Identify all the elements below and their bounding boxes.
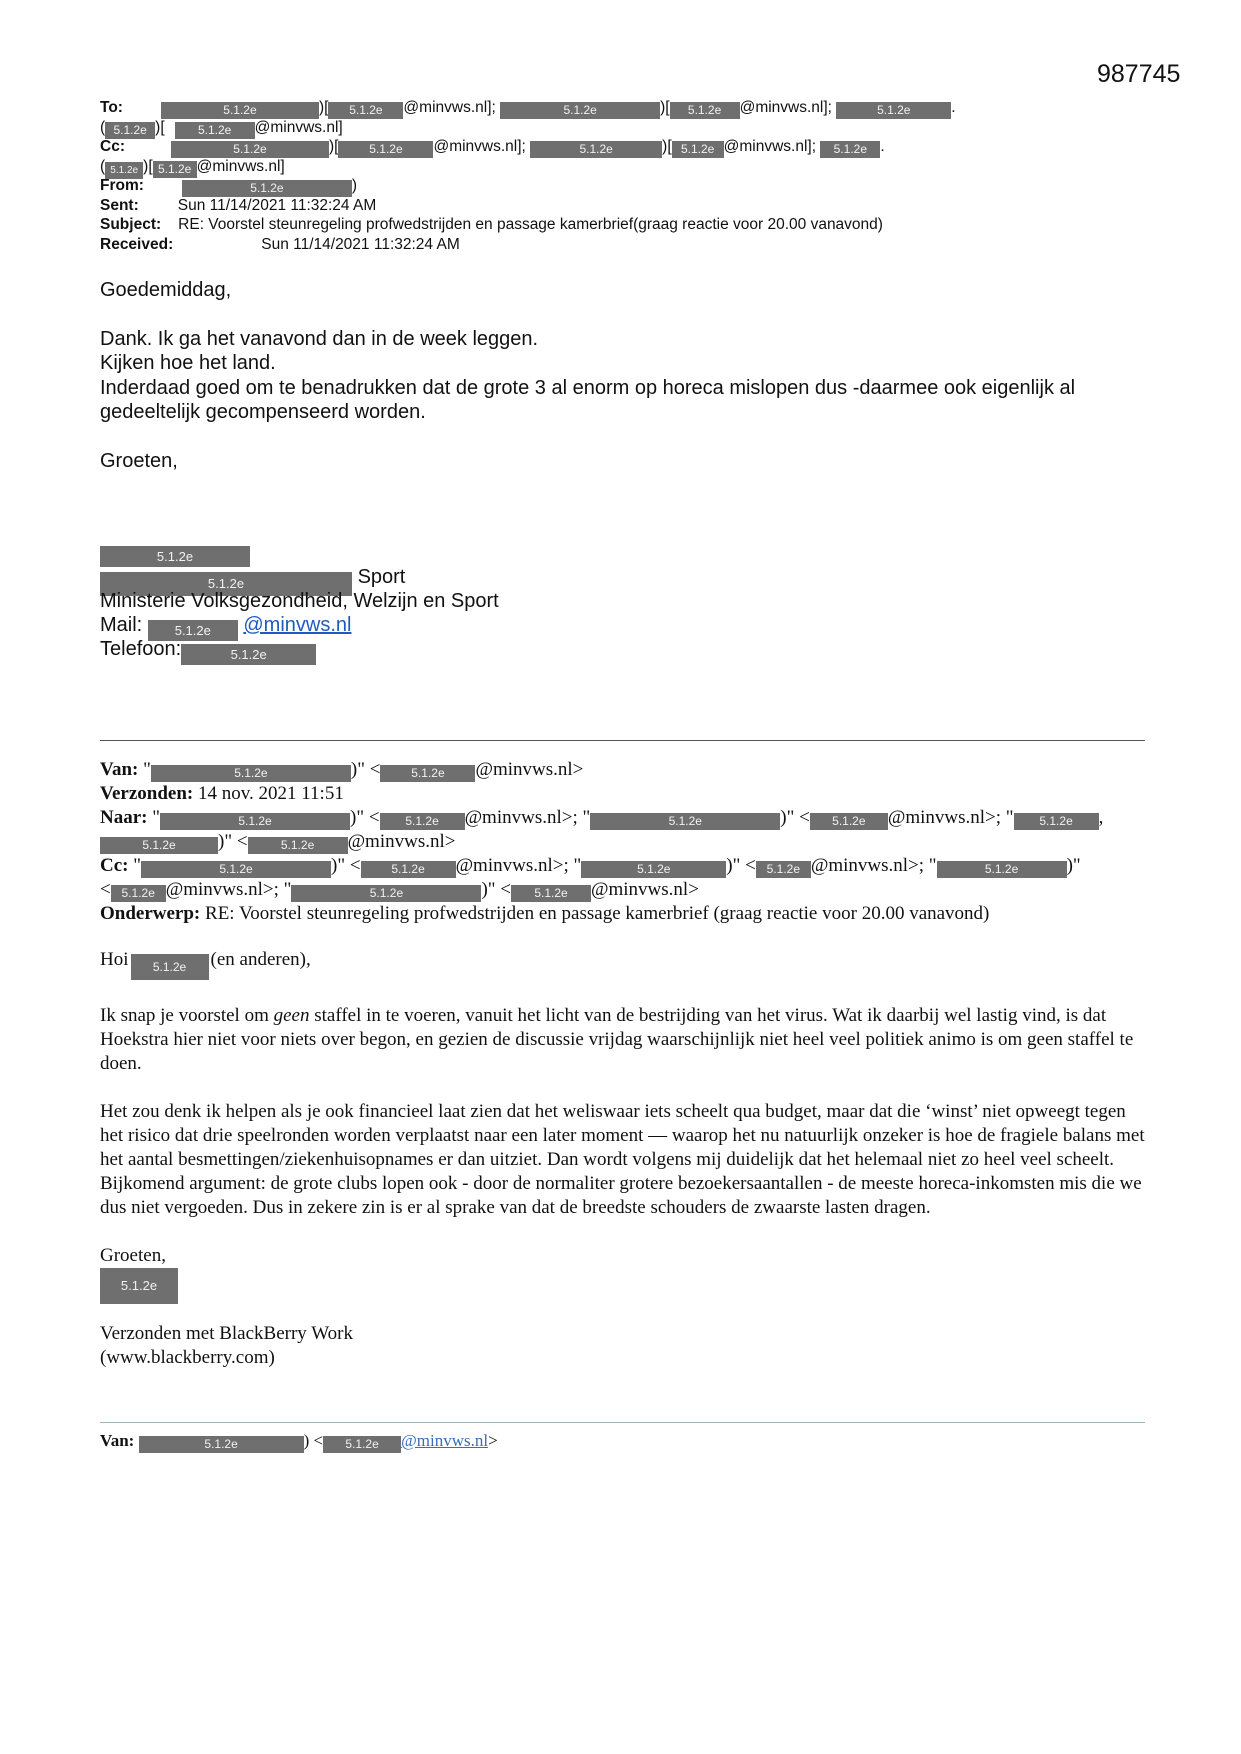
cc-domain: @minvws.nl]; [433,138,526,155]
cc-label: Cc: [100,138,125,155]
greeting-suffix: (en anderen), [210,949,311,970]
verzonden-label: Verzonden: [100,783,194,804]
verzonden-value: 14 nov. 2021 11:51 [198,783,344,804]
last-van-label: Van: [100,1431,135,1450]
forwarded-paragraph-1 [100,1004,1150,1076]
redaction: 5.1.2e [131,954,209,980]
onderwerp-value: RE: Voorstel steunregeling profwedstrijden en passage kamerbrief (graag reactie voor 20.00 vanavond) [205,903,990,924]
naar-domain: @minvws.nl>; [887,807,1002,828]
sent-row [100,196,1130,216]
naar-domain: @minvws.nl>; [464,807,578,828]
cc-row: Cc: 5.1.2e )[ 5.1.2e @minvws.nl]; 5.1.2e )[ 5.1.2e @minvws.nl]; 5.1.2e . [100,138,885,156]
signature-mail [100,613,499,637]
redaction: 5.1.2e [511,885,591,902]
redaction: 5.1.2e [100,1268,178,1304]
signature-ministry: Ministerie Volksgezondheid, Welzijn en Sport [100,590,499,612]
redaction: 5.1.2e [111,885,166,902]
redaction: 5.1.2e [139,1436,304,1453]
department-suffix: Sport [357,566,406,588]
from-row: From: 5.1.2e ) [100,177,358,195]
verzonden-row [100,782,1150,806]
cc-fwd-domain: @minvws.nl>; [810,855,925,876]
last-message-header: Van: 5.1.2e ) < 5.1.2e @minvws.nl> [100,1431,498,1451]
redaction: 5.1.2e [756,861,811,878]
redaction: 5.1.2e [100,572,352,596]
signature [100,541,499,661]
sent-with: Verzonden met BlackBerry Work [100,1323,353,1344]
redaction: 5.1.2e [141,861,331,878]
paragraph-emphasis: geen [273,1005,310,1026]
redaction: 5.1.2e [100,837,218,854]
sent-label: Sent: [100,196,139,214]
signature-name [100,541,499,565]
signature-phone [100,637,499,661]
redaction: 5.1.2e [105,162,143,179]
divider [100,740,1145,741]
received-label: Received: [100,235,174,253]
cc-row-2: ( 5.1.2e )[ 5.1.2e @minvws.nl] [100,157,1130,177]
redaction: 5.1.2e [820,141,880,158]
van-domain: @minvws.nl> [475,759,584,780]
redaction: 5.1.2e [581,861,726,878]
received-row [100,235,1130,255]
van-row: Van: " 5.1.2e )" < 5.1.2e @minvws.nl> [100,759,584,780]
redaction: 5.1.2e [380,765,475,782]
paragraph-text: staffel in te voeren, vanuit het licht van de bestrijding van het virus. Wat ik daarbij wel lastig vind, is dat Hoekstra hier niet voor niets over begon, en gezien de discussie vrijdag waarschijnlijk niet heel veel politiek animo is om geen staffel te doen. [100,1005,1134,1074]
onderwerp-label: Onderwerp: [100,903,201,924]
redaction: 5.1.2e [500,102,660,119]
subject-label: Subject: [100,216,162,233]
redaction: 5.1.2e [836,102,951,119]
sent-with-url: (www.blackberry.com) [100,1347,275,1368]
body-line: Kijken hoe het land. [100,352,276,374]
redaction: 5.1.2e [182,180,352,197]
redaction: 5.1.2e [672,141,724,158]
naar-row: Naar: " 5.1.2e )" < 5.1.2e @minvws.nl>; " 5.1.2e )" < 5.1.2e @minvws.nl>; " 5.1.2e , [100,807,1104,828]
greeting: Goedemiddag, [100,279,232,301]
mail-link[interactable]: @minvws.nl [243,614,352,636]
redaction: 5.1.2e [323,1436,401,1453]
redaction: 5.1.2e [937,861,1067,878]
last-domain-link[interactable]: @minvws.nl [401,1431,489,1450]
naar-label: Naar: [100,807,148,828]
redaction: 5.1.2e [248,837,348,854]
document-number: 987745 [1097,60,1181,88]
redaction: 5.1.2e [100,546,250,567]
closing: Groeten, [100,449,178,472]
signature-department [100,565,499,589]
body-line: Inderdaad goed om te benadrukken dat de grote 3 al enorm op horeca mislopen dus -daarmee ook eigenlijk al gedeeltelijk gecompenseerd worden. [100,376,1076,423]
paragraph-text: Ik snap je voorstel om [100,1005,274,1026]
redaction: 5.1.2e [181,644,316,665]
redaction: 5.1.2e [338,141,433,158]
divider [100,1422,1145,1423]
forwarded-greeting [100,948,1150,980]
forwarded-paragraph-2: Het zou denk ik helpen als je ook financieel laat zien dat het weliswaar iets scheelt qua budget, maar dat die ‘winst’ niet opweegt tegen het risico dat drie speelronden worden verplaatst naar een later moment — waarop het nu natuurlijk onzeker is hoe de fragiele balans met het aantal besmettingen/ziekenhuisopnames er dan uitziet. Dan wordt volgens mij duidelijk dat het helemaal niet zo heel veel scheelt. Bijkomend argument: de grote clubs lopen ook - door de normaliter grotere bezoekersaantallen - de meeste horeca-inkomsten mis die we dus niet vergoeden. Dus in zekere zin is er al sprake van dat de breedste schouders de zwaarste lasten dragen. [100,1101,1145,1218]
redaction: 5.1.2e [590,813,780,830]
message-body [100,278,1150,473]
greeting-prefix: Hoi [100,949,129,970]
forwarded-header [100,758,1150,926]
to-domain: @minvws.nl]; [403,99,496,116]
to-domain: @minvws.nl]; [739,99,832,116]
redaction: 5.1.2e [328,102,403,119]
phone-label: Telefoon: [100,638,182,660]
to-label: To: [100,99,123,116]
forwarded-closing: Groeten, [100,1245,166,1266]
naar-row-2: 5.1.2e )" < 5.1.2e @minvws.nl> [100,830,1150,854]
redaction: 5.1.2e [148,620,238,641]
to-row-2: ( 5.1.2e )[ 5.1.2e @minvws.nl] [100,118,343,137]
redaction: 5.1.2e [291,885,481,902]
cc-fwd-row-2: < 5.1.2e @minvws.nl>; " 5.1.2e )" < 5.1.2e @minvws.nl> [100,879,699,900]
redaction: 5.1.2e [810,813,888,830]
naar-domain-end: @minvws.nl> [347,831,456,852]
van-label: Van: [100,759,139,780]
cc-fwd-label: Cc: [100,855,129,876]
onderwerp-row [100,902,1150,926]
subject-value: RE: Voorstel steunregeling profwedstrijden en passage kamerbrief(graag reactie voor 20.00 vanavond) [178,216,883,233]
redaction: 5.1.2e [153,161,197,178]
from-label: From: [100,177,144,194]
to-domain-end: @minvws.nl] [254,118,343,136]
sent-value: Sun 11/14/2021 11:32:24 AM [177,196,377,214]
redaction: 5.1.2e [171,141,329,158]
redaction: 5.1.2e [670,102,740,119]
redaction: 5.1.2e [380,813,465,830]
to-row: To: 5.1.2e )[ 5.1.2e @minvws.nl]; 5.1.2e )[ 5.1.2e @minvws.nl]; 5.1.2e . [100,99,956,117]
redaction: 5.1.2e [361,861,456,878]
cc-fwd-domain: @minvws.nl>; [165,879,279,900]
received-value: Sun 11/14/2021 11:32:24 AM [261,235,460,253]
cc-domain-end: @minvws.nl] [196,157,285,175]
cc-fwd-domain-end: @minvws.nl> [591,879,699,900]
redaction: 5.1.2e [105,122,155,139]
cc-fwd-domain: @minvws.nl>; [455,855,569,876]
mail-label: Mail: [100,614,143,636]
redaction: 5.1.2e [1014,813,1099,830]
subject-row [100,215,1130,235]
email-header [100,98,1130,254]
body-line: Dank. Ik ga het vanavond dan in de week leggen. [100,327,539,350]
forwarded-body [100,948,1150,1370]
redaction: 5.1.2e [530,141,662,158]
cc-fwd-row: Cc: " 5.1.2e )" < 5.1.2e @minvws.nl>; " 5.1.2e )" < 5.1.2e @minvws.nl>; " 5.1.2e )" [100,855,1081,876]
redaction: 5.1.2e [161,102,319,119]
redaction: 5.1.2e [151,765,351,782]
forwarded-signature-name [100,1268,1150,1304]
cc-domain: @minvws.nl]; [723,138,817,155]
redaction: 5.1.2e [160,813,350,830]
redaction: 5.1.2e [175,122,255,139]
